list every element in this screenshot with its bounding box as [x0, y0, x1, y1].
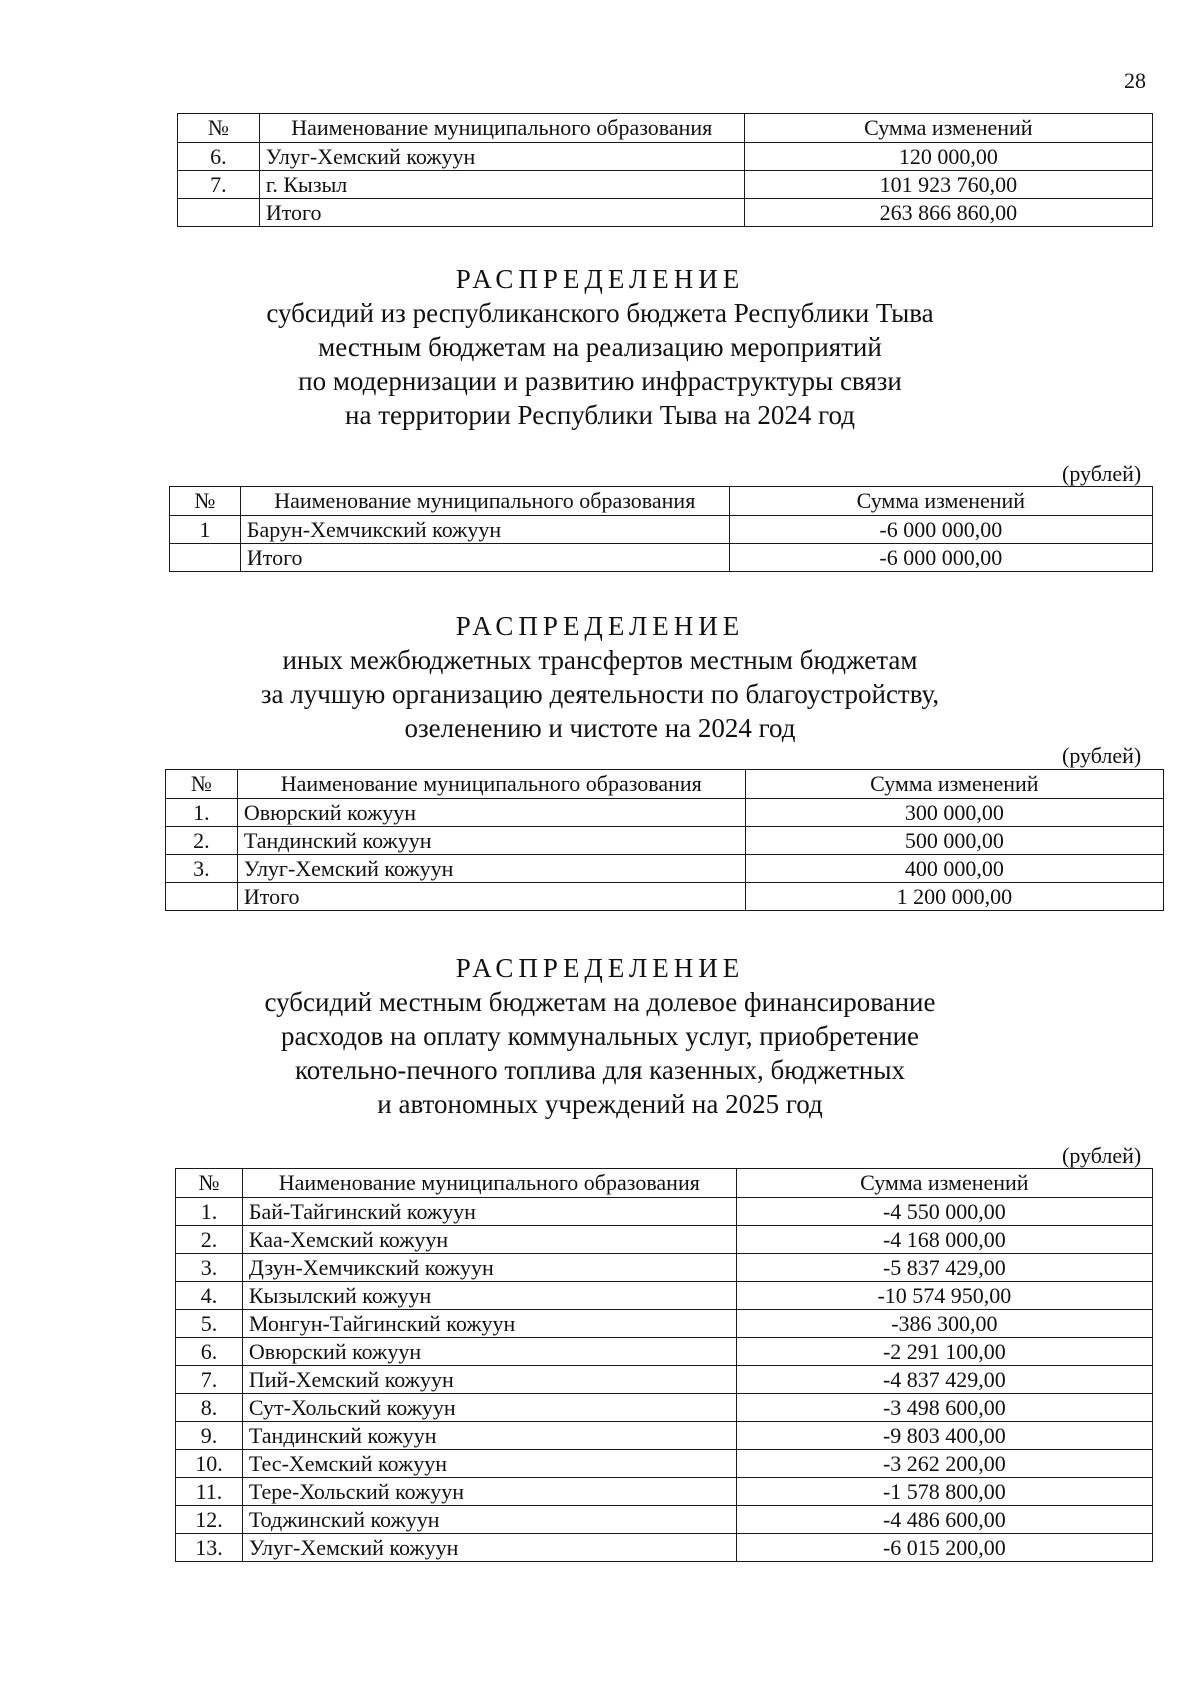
section1-table	[169, 486, 1153, 572]
row-name: Монгун-Тайгинский кожуун	[242, 1310, 736, 1338]
table-row	[176, 1478, 1153, 1506]
row-sum: -3 262 200,00	[736, 1450, 1152, 1478]
table-header-row	[178, 114, 1153, 143]
table-row	[178, 171, 1153, 199]
row-num: 7.	[178, 171, 260, 199]
row-sum: -386 300,00	[736, 1310, 1152, 1338]
row-name: Сут-Хольский кожуун	[242, 1394, 736, 1422]
section2-subtitle-line: за лучшую организацию деятельности по благоустройству,	[260, 679, 940, 709]
row-num: 3.	[176, 1254, 243, 1282]
table-row	[176, 1394, 1153, 1422]
table-row	[166, 799, 1164, 827]
row-sum: 1 200 000,00	[745, 883, 1163, 911]
row-sum: -2 291 100,00	[736, 1338, 1152, 1366]
row-sum: 500 000,00	[745, 827, 1163, 855]
header-sum: Сумма изменений	[745, 770, 1163, 799]
table-total-row	[178, 199, 1153, 227]
row-name: Кызылский кожуун	[242, 1282, 736, 1310]
row-num: 8.	[176, 1394, 243, 1422]
row-name: Тандинский кожуун	[237, 827, 745, 855]
section1-subtitle-line: по модернизации и развитию инфраструктуры связи	[298, 366, 902, 396]
row-name: Улуг-Хемский кожуун	[259, 143, 744, 171]
table-header-row	[176, 1169, 1153, 1198]
page-number: 28	[1124, 68, 1146, 93]
row-sum: -6 015 200,00	[736, 1534, 1152, 1562]
section3-subtitle-line: субсидий местным бюджетам на долевое финансирование	[264, 987, 936, 1017]
row-num: 6.	[178, 143, 260, 171]
section1-subtitle-line: на территории Республики Тыва на 2024 год	[345, 400, 855, 430]
section3-heading	[0, 951, 1200, 1121]
table-row	[166, 827, 1164, 855]
section3-subtitle-line: и автономных учреждений на 2025 год	[377, 1089, 823, 1119]
table-row	[176, 1198, 1153, 1226]
row-num: 2.	[176, 1226, 243, 1254]
table-row	[176, 1450, 1153, 1478]
row-num	[170, 544, 241, 572]
row-sum: -5 837 429,00	[736, 1254, 1152, 1282]
row-num: 9.	[176, 1422, 243, 1450]
row-sum: 400 000,00	[745, 855, 1163, 883]
row-sum: -6 000 000,00	[729, 516, 1152, 544]
row-name: г. Кызыл	[259, 171, 744, 199]
row-num	[178, 199, 260, 227]
row-num: 13.	[176, 1534, 243, 1562]
header-sum: Сумма изменений	[736, 1169, 1152, 1198]
section3-table	[175, 1168, 1153, 1562]
row-num: 1.	[176, 1198, 243, 1226]
section3-title: РАСПРЕДЕЛЕНИЕ	[455, 953, 745, 983]
section3-subtitle-line: расходов на оплату коммунальных услуг, приобретение	[280, 1021, 920, 1051]
row-name: Овюрский кожуун	[237, 799, 745, 827]
header-name: Наименование муниципального образования	[259, 114, 744, 143]
table-row	[176, 1366, 1153, 1394]
table-total-row	[166, 883, 1164, 911]
table-row	[176, 1254, 1153, 1282]
row-name: Барун-Хемчикский кожуун	[240, 516, 729, 544]
table-continuation	[177, 113, 1153, 227]
row-name: Итого	[237, 883, 745, 911]
row-name: Тоджинский кожуун	[242, 1506, 736, 1534]
row-name: Тандинский кожуун	[242, 1422, 736, 1450]
section2-title: РАСПРЕДЕЛЕНИЕ	[455, 611, 745, 641]
header-name: Наименование муниципального образования	[240, 487, 729, 516]
header-name: Наименование муниципального образования	[237, 770, 745, 799]
row-sum: 120 000,00	[744, 143, 1152, 171]
row-sum: -10 574 950,00	[736, 1282, 1152, 1310]
table-header-row	[166, 770, 1164, 799]
section1-subtitle-line: субсидий из республиканского бюджета Республики Тыва	[266, 298, 934, 328]
row-num: 2.	[166, 827, 238, 855]
row-num: 5.	[176, 1310, 243, 1338]
table-header-row	[170, 487, 1153, 516]
row-sum: -4 486 600,00	[736, 1506, 1152, 1534]
row-sum: -4 550 000,00	[736, 1198, 1152, 1226]
row-name: Овюрский кожуун	[242, 1338, 736, 1366]
row-sum: -9 803 400,00	[736, 1422, 1152, 1450]
row-name: Улуг-Хемский кожуун	[242, 1534, 736, 1562]
row-name: Тере-Хольский кожуун	[242, 1478, 736, 1506]
row-sum: 300 000,00	[745, 799, 1163, 827]
section3-subtitle-line: котельно-печного топлива для казенных, бюджетных	[295, 1055, 905, 1085]
header-sum: Сумма изменений	[744, 114, 1152, 143]
table-total-row	[170, 544, 1153, 572]
row-num: 12.	[176, 1506, 243, 1534]
header-num: №	[170, 487, 241, 516]
row-name: Бай-Тайгинский кожуун	[242, 1198, 736, 1226]
table-row	[176, 1338, 1153, 1366]
table-row	[170, 516, 1153, 544]
section1-subtitle-line: местным бюджетам на реализацию мероприятий	[318, 332, 882, 362]
section3-unit: (рублей)	[1062, 1143, 1142, 1168]
row-sum: -3 498 600,00	[736, 1394, 1152, 1422]
table-row	[176, 1422, 1153, 1450]
table-row	[176, 1282, 1153, 1310]
table-row	[176, 1310, 1153, 1338]
table-row	[176, 1534, 1153, 1562]
section2-heading	[0, 609, 1200, 745]
row-num: 3.	[166, 855, 238, 883]
row-num: 11.	[176, 1478, 243, 1506]
header-num: №	[166, 770, 238, 799]
table-row	[176, 1506, 1153, 1534]
row-name: Тес-Хемский кожуун	[242, 1450, 736, 1478]
row-name: Дзун-Хемчикский кожуун	[242, 1254, 736, 1282]
header-sum: Сумма изменений	[729, 487, 1152, 516]
table-row	[176, 1226, 1153, 1254]
header-name: Наименование муниципального образования	[242, 1169, 736, 1198]
header-num: №	[176, 1169, 243, 1198]
row-name: Улуг-Хемский кожуун	[237, 855, 745, 883]
row-num: 1.	[166, 799, 238, 827]
row-num: 10.	[176, 1450, 243, 1478]
section2-subtitle-line: озеленению и чистоте на 2024 год	[404, 713, 796, 743]
row-name: Итого	[259, 199, 744, 227]
row-name: Пий-Хемский кожуун	[242, 1366, 736, 1394]
row-sum: -1 578 800,00	[736, 1478, 1152, 1506]
row-sum: -4 168 000,00	[736, 1226, 1152, 1254]
row-sum: -4 837 429,00	[736, 1366, 1152, 1394]
table-row	[178, 143, 1153, 171]
row-sum: 101 923 760,00	[744, 171, 1152, 199]
row-num	[166, 883, 238, 911]
section2-subtitle-line: иных межбюджетных трансфертов местным бюджетам	[282, 645, 918, 675]
row-sum: -6 000 000,00	[729, 544, 1152, 572]
row-num: 1	[170, 516, 241, 544]
section2-table	[165, 769, 1164, 911]
row-name: Итого	[240, 544, 729, 572]
header-num: №	[178, 114, 260, 143]
row-num: 4.	[176, 1282, 243, 1310]
section1-heading	[0, 262, 1200, 432]
row-sum: 263 866 860,00	[744, 199, 1152, 227]
row-num: 7.	[176, 1366, 243, 1394]
row-num: 6.	[176, 1338, 243, 1366]
row-name: Каа-Хемский кожуун	[242, 1226, 736, 1254]
section2-unit: (рублей)	[1062, 743, 1142, 768]
section1-title: РАСПРЕДЕЛЕНИЕ	[455, 264, 745, 294]
section1-unit: (рублей)	[1062, 461, 1142, 486]
table-row	[166, 855, 1164, 883]
